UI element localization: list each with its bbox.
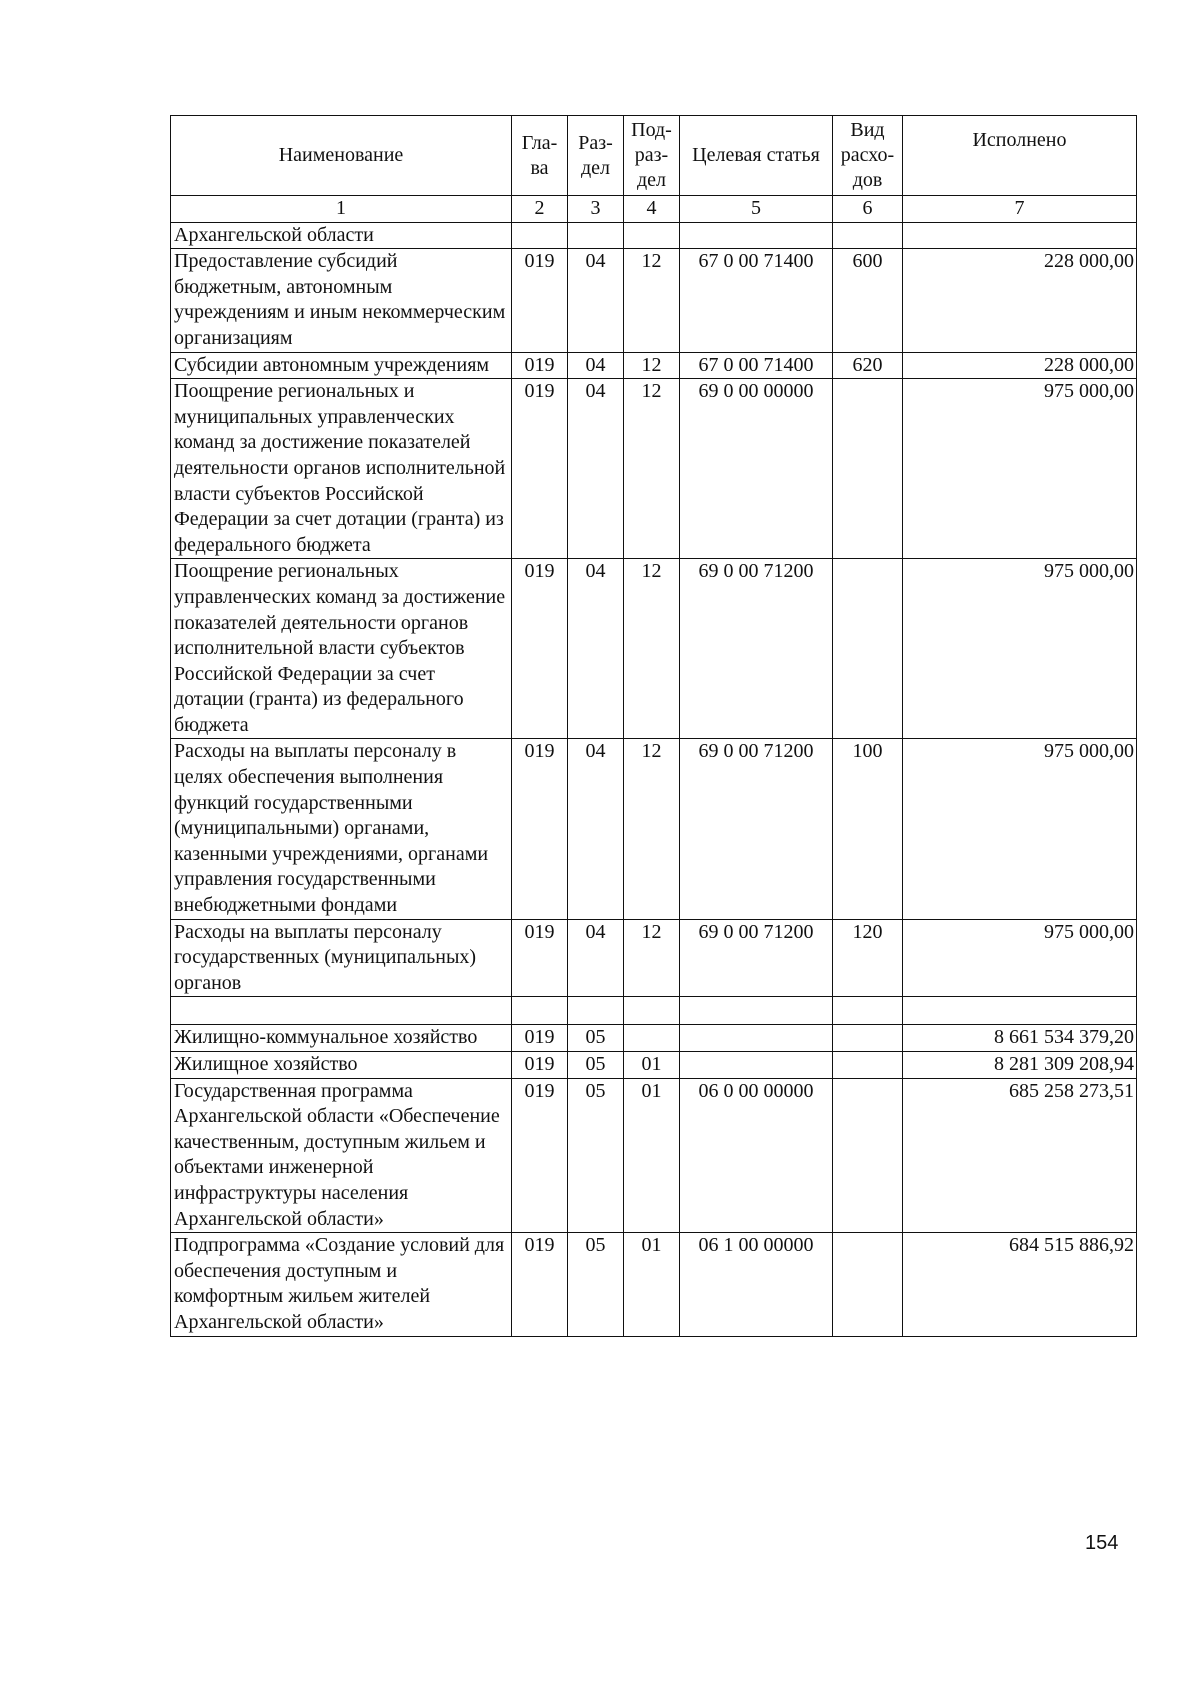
table-row: [171, 352, 1137, 379]
row-amount: [903, 997, 1137, 1025]
row-target: [680, 1025, 833, 1052]
row-amount: 685 258 273,51: [903, 1078, 1137, 1233]
row-expense-type: 120: [833, 919, 903, 997]
table-row: [171, 249, 1137, 352]
row-amount: 975 000,00: [903, 379, 1137, 559]
row-amount: 684 515 886,92: [903, 1233, 1137, 1336]
row-expense-type: [833, 559, 903, 739]
row-subsection: 01: [624, 1078, 680, 1233]
row-expense-type: [833, 1052, 903, 1079]
column-index-row: [171, 196, 1137, 223]
row-name: Субсидии автономным учреждениям: [171, 352, 512, 379]
row-section: 04: [568, 249, 624, 352]
row-subsection: 12: [624, 379, 680, 559]
row-name: Поощрение региональных управленческих команд за достижение показателей деятельности органов исполнительной власти субъектов Российской Федерации за счет дотации (гранта) из федерального бюджета: [171, 559, 512, 739]
row-target: 06 1 00 00000: [680, 1233, 833, 1336]
header-row: [171, 116, 1137, 196]
row-chapter: 019: [512, 1025, 568, 1052]
column-index-cell: 7: [903, 196, 1137, 223]
row-expense-type: [833, 379, 903, 559]
row-name: Расходы на выплаты персоналу в целях обеспечения выполнения функций государственными (муниципальными) органами, казенными учреждениями, органами управления государственными внебюджетными фондами: [171, 739, 512, 919]
header-section: Раз- дел: [568, 116, 624, 196]
row-chapter: [512, 997, 568, 1025]
column-index-cell: 5: [680, 196, 833, 223]
row-name: Подпрограмма «Создание условий для обеспечения доступным и комфортным жильем жителей Архангельской области»: [171, 1233, 512, 1336]
row-chapter: 019: [512, 379, 568, 559]
table-row: [171, 559, 1137, 739]
row-section: 04: [568, 352, 624, 379]
row-subsection: 12: [624, 919, 680, 997]
row-section: 05: [568, 1025, 624, 1052]
table-row: [171, 1052, 1137, 1079]
row-amount: 228 000,00: [903, 249, 1137, 352]
table-row: [171, 222, 1137, 249]
row-target: 06 0 00 00000: [680, 1078, 833, 1233]
header-target: Целевая статья: [680, 116, 833, 196]
row-subsection: 12: [624, 249, 680, 352]
row-expense-type: [833, 1233, 903, 1336]
column-index-cell: 1: [171, 196, 512, 223]
row-section: 04: [568, 739, 624, 919]
row-chapter: 019: [512, 559, 568, 739]
row-section: 04: [568, 379, 624, 559]
row-expense-type: 620: [833, 352, 903, 379]
table-row: [171, 1078, 1137, 1233]
row-section: 05: [568, 1078, 624, 1233]
row-amount: [903, 222, 1137, 249]
header-subsection: Под- раз- дел: [624, 116, 680, 196]
row-target: [680, 222, 833, 249]
row-target: [680, 1052, 833, 1079]
page-number: 154: [1085, 1532, 1119, 1554]
row-amount: 228 000,00: [903, 352, 1137, 379]
row-name: Поощрение региональных и муниципальных управленческих команд за достижение показателей деятельности органов исполнительной власти субъектов Российской Федерации за счет дотации (гранта) из федерального бюджета: [171, 379, 512, 559]
row-section: 04: [568, 919, 624, 997]
row-chapter: 019: [512, 919, 568, 997]
row-expense-type: 100: [833, 739, 903, 919]
table-row: [171, 1025, 1137, 1052]
row-name: Расходы на выплаты персоналу государственных (муниципальных) органов: [171, 919, 512, 997]
row-section: 05: [568, 1052, 624, 1079]
row-name: Архангельской области: [171, 222, 512, 249]
row-name: Жилищное хозяйство: [171, 1052, 512, 1079]
row-expense-type: [833, 1078, 903, 1233]
row-section: 05: [568, 1233, 624, 1336]
column-index-cell: 6: [833, 196, 903, 223]
row-chapter: 019: [512, 1078, 568, 1233]
row-subsection: 01: [624, 1233, 680, 1336]
row-expense-type: [833, 997, 903, 1025]
row-target: 69 0 00 71200: [680, 739, 833, 919]
table-row: [171, 379, 1137, 559]
table-row: [171, 1233, 1137, 1336]
row-expense-type: [833, 222, 903, 249]
header-executed: Исполнено: [903, 116, 1137, 196]
row-chapter: 019: [512, 249, 568, 352]
row-subsection: [624, 1025, 680, 1052]
row-amount: 975 000,00: [903, 919, 1137, 997]
header-name: Наименование: [171, 116, 512, 196]
row-subsection: 12: [624, 352, 680, 379]
row-chapter: 019: [512, 1233, 568, 1336]
header-expense-type: Вид расхо- дов: [833, 116, 903, 196]
row-name: Жилищно-коммунальное хозяйство: [171, 1025, 512, 1052]
budget-table: [170, 115, 1137, 1337]
row-subsection: 12: [624, 739, 680, 919]
row-chapter: 019: [512, 739, 568, 919]
row-section: 04: [568, 559, 624, 739]
row-target: 69 0 00 71200: [680, 919, 833, 997]
column-index-cell: 2: [512, 196, 568, 223]
row-target: [680, 997, 833, 1025]
row-amount: 8 281 309 208,94: [903, 1052, 1137, 1079]
row-amount: 975 000,00: [903, 559, 1137, 739]
row-target: 69 0 00 00000: [680, 379, 833, 559]
row-section: [568, 997, 624, 1025]
row-target: 69 0 00 71200: [680, 559, 833, 739]
row-section: [568, 222, 624, 249]
row-name: [171, 997, 512, 1025]
table-row: [171, 919, 1137, 997]
row-chapter: 019: [512, 352, 568, 379]
row-amount: 975 000,00: [903, 739, 1137, 919]
header-chapter: Гла- ва: [512, 116, 568, 196]
row-chapter: [512, 222, 568, 249]
row-subsection: 01: [624, 1052, 680, 1079]
table-row: [171, 739, 1137, 919]
row-name: Государственная программа Архангельской области «Обеспечение качественным, доступным жильем и объектами инженерной инфраструктуры населения Архангельской области»: [171, 1078, 512, 1233]
table-row: [171, 997, 1137, 1025]
row-subsection: [624, 222, 680, 249]
row-expense-type: [833, 1025, 903, 1052]
row-amount: 8 661 534 379,20: [903, 1025, 1137, 1052]
column-index-cell: 3: [568, 196, 624, 223]
row-name: Предоставление субсидий бюджетным, автономным учреждениям и иным некоммерческим организациям: [171, 249, 512, 352]
column-index-cell: 4: [624, 196, 680, 223]
row-chapter: 019: [512, 1052, 568, 1079]
row-expense-type: 600: [833, 249, 903, 352]
row-target: 67 0 00 71400: [680, 352, 833, 379]
row-subsection: 12: [624, 559, 680, 739]
row-target: 67 0 00 71400: [680, 249, 833, 352]
row-subsection: [624, 997, 680, 1025]
